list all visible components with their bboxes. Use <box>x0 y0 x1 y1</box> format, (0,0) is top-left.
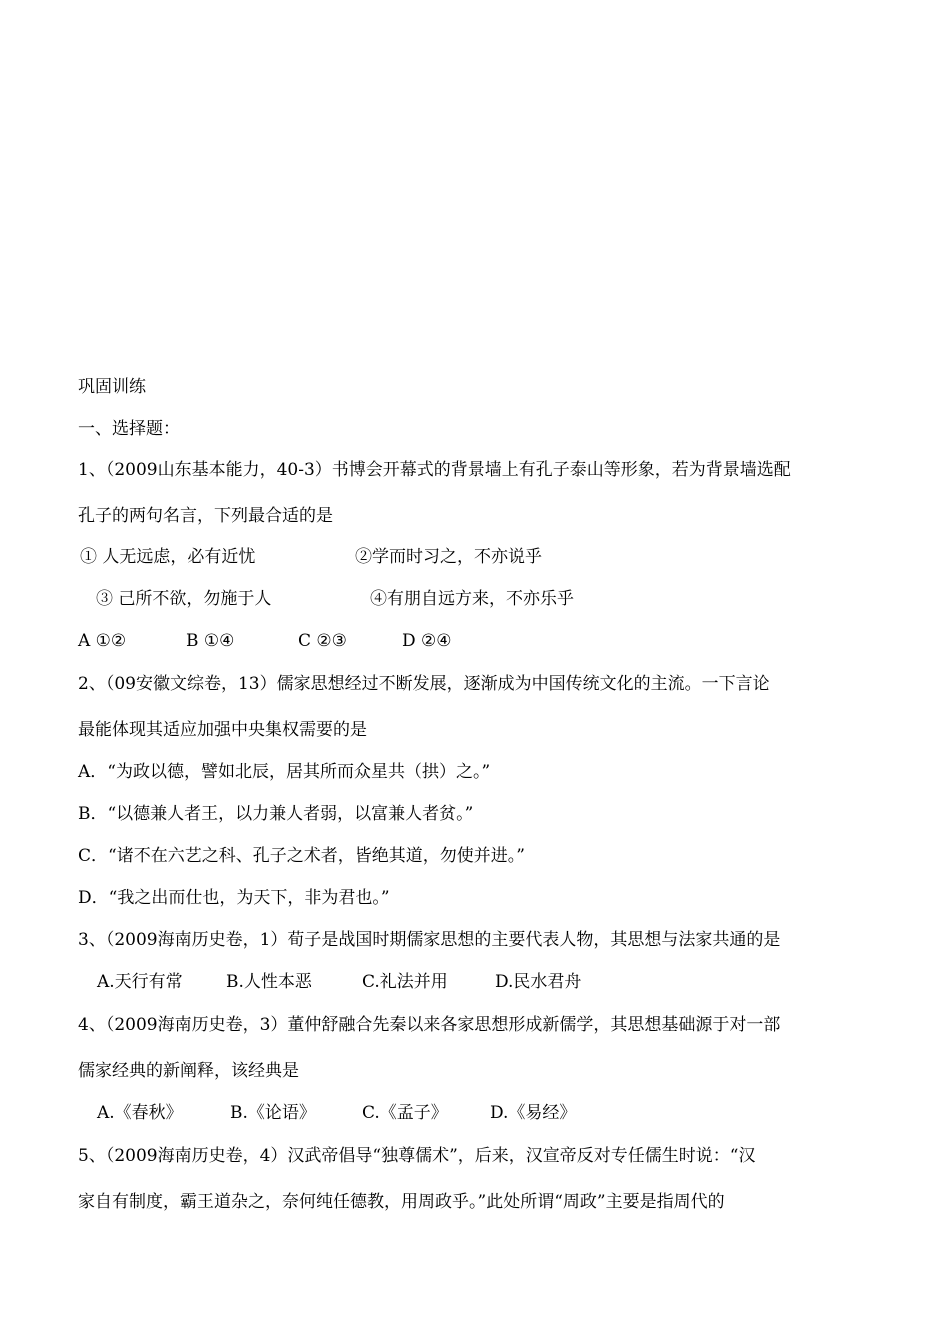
question-5-line-1: 5、（2009海南历史卷，4）汉武帝倡导“独尊儒术”，后来，汉宣帝反对专任儒生时说：“汉 <box>78 1146 756 1166</box>
question-3-option-a: A.天行有常 <box>97 972 183 992</box>
question-4-option-b: B.《论语》 <box>230 1103 316 1123</box>
question-2-option-c: C．“诸不在六艺之科、孔子之术者，皆绝其道，勿使并进。” <box>78 846 525 866</box>
question-4-option-c: C.《孟子》 <box>362 1103 448 1123</box>
question-3-line-1: 3、（2009海南历史卷，1）荀子是战国时期儒家思想的主要代表人物，其思想与法家共通的是 <box>78 930 781 950</box>
question-1-statement-3: ③ 己所不欲，勿施于人 <box>96 589 272 609</box>
question-1-line-2: 孔子的两句名言，下列最合适的是 <box>78 506 333 526</box>
question-1-option-a: A ①② <box>78 631 127 651</box>
question-3-option-b: B.人性本恶 <box>226 972 312 992</box>
question-4-option-a: A.《春秋》 <box>97 1103 183 1123</box>
question-5-line-2: 家自有制度，霸王道杂之，奈何纯任德教，用周政乎。”此处所谓“周政”主要是指周代的 <box>78 1192 725 1212</box>
question-4-option-d: D.《易经》 <box>490 1103 577 1123</box>
question-1-option-d: D ②④ <box>402 631 452 651</box>
question-1-line-1: 1、（2009山东基本能力，40-3）书博会开幕式的背景墙上有孔子泰山等形象，若为背景墙选配 <box>78 460 791 480</box>
question-2-option-d: D．“我之出而仕也，为天下，非为君也。” <box>78 888 390 908</box>
section-title: 巩固训练 <box>78 377 146 397</box>
question-1-statement-1: ① 人无远虑，必有近忧 <box>80 547 256 567</box>
question-4-line-2: 儒家经典的新阐释，该经典是 <box>78 1061 299 1081</box>
question-1-option-c: C ②③ <box>298 631 347 651</box>
question-2-line-2: 最能体现其适应加强中央集权需要的是 <box>78 720 367 740</box>
question-1-statement-4: ④有朋自远方来，不亦乐乎 <box>370 589 574 609</box>
question-1-statement-2: ②学而时习之，不亦说乎 <box>355 547 542 567</box>
question-2-line-1: 2、（09安徽文综卷，13）儒家思想经过不断发展，逐渐成为中国传统文化的主流。一下言论 <box>78 674 770 694</box>
question-4-line-1: 4、（2009海南历史卷，3）董仲舒融合先秦以来各家思想形成新儒学，其思想基础源于对一部 <box>78 1015 781 1035</box>
part-title: 一、选择题： <box>78 419 180 439</box>
question-3-option-c: C.礼法并用 <box>362 972 448 992</box>
question-2-option-a: A．“为政以德，譬如北辰，居其所而众星共（拱）之。” <box>78 762 491 782</box>
question-3-option-d: D.民水君舟 <box>495 972 582 992</box>
question-1-option-b: B ①④ <box>186 631 235 651</box>
question-2-option-b: B．“以德兼人者王，以力兼人者弱，以富兼人者贫。” <box>78 804 474 824</box>
